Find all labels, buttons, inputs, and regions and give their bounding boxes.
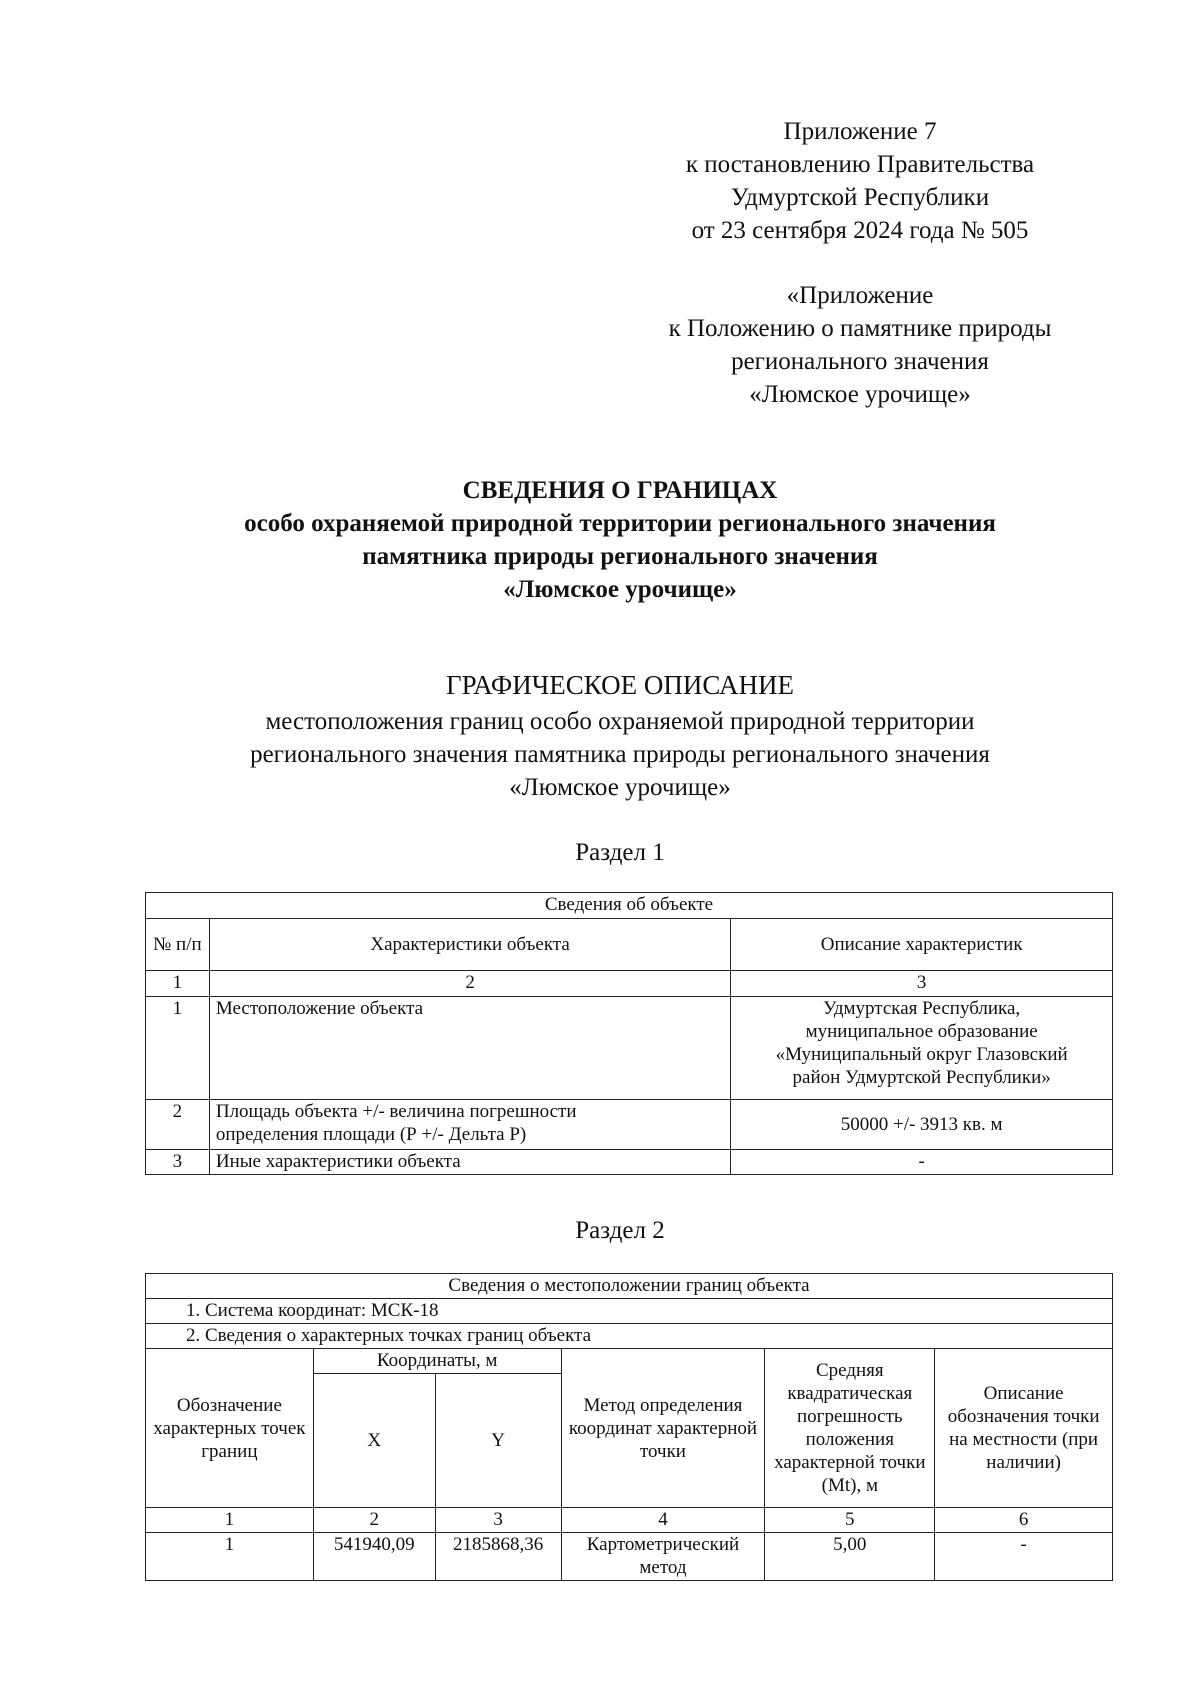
column-number: 6 (935, 1508, 1113, 1533)
appendix-line: Удмуртской Республики (730, 184, 990, 211)
annex-line: к Положению о памятнике природы (668, 315, 1052, 342)
column-header-y: Y (435, 1374, 561, 1508)
title-line: «Люмское урочище» (503, 576, 737, 603)
annex-line: регионального значения (731, 348, 989, 375)
appendix-line: Приложение 7 (783, 118, 937, 145)
description-line: район Удмуртской Республики» (792, 1067, 1051, 1088)
graphic-description-subtitle (100, 705, 1140, 804)
point-error: 5,00 (765, 1533, 935, 1581)
subtitle-line: регионального значения памятника природы регионального значения (250, 741, 990, 768)
column-header-description: Описание характеристик (731, 919, 1113, 971)
row-characteristic: Местоположение объекта (209, 997, 730, 1100)
row-characteristic (209, 1100, 730, 1150)
document-title (100, 474, 1140, 606)
appendix-line: от 23 сентября 2024 года № 505 (691, 217, 1029, 244)
table-row (146, 1533, 1113, 1581)
characteristic-line: Площадь объекта +/- величина погрешности (215, 1101, 577, 1122)
graphic-description-title: ГРАФИЧЕСКОЕ ОПИСАНИЕ (445, 670, 795, 700)
table-caption: Сведения о местоположении границ объекта (146, 1274, 1113, 1299)
column-number: 5 (765, 1508, 935, 1533)
subtitle-line: «Люмское урочище» (509, 774, 731, 801)
table-row (146, 997, 1113, 1100)
section2-heading: Раздел 2 (575, 1217, 665, 1244)
table-caption: Сведения об объекте (146, 893, 1113, 919)
title-line: СВЕДЕНИЯ О ГРАНИЦАХ (462, 477, 778, 504)
title-line: памятника природы регионального значения (362, 543, 878, 570)
subtitle-line: местоположения границ особо охраняемой природной территории (265, 708, 975, 735)
annex-line: «Люмское урочище» (749, 381, 971, 408)
row-description (731, 997, 1113, 1100)
description-line: «Муниципальный округ Глазовский (775, 1044, 1068, 1065)
column-number: 1 (146, 1508, 314, 1533)
column-number: 3 (731, 971, 1113, 997)
column-number: 2 (209, 971, 730, 997)
title-line: особо охраняемой природной территории регионального значения (244, 510, 996, 537)
column-number: 2 (313, 1508, 435, 1533)
point-description: - (935, 1533, 1113, 1581)
row-characteristic: Иные характеристики объекта (209, 1150, 730, 1175)
column-header-coordinates: Координаты, м (313, 1349, 561, 1374)
description-line: Удмуртская Республика, (823, 998, 1021, 1019)
column-header-point-description: Описание обозначения точки на местности (при наличии) (935, 1349, 1113, 1508)
column-number: 1 (146, 971, 210, 997)
column-number: 3 (435, 1508, 561, 1533)
section1-heading: Раздел 1 (575, 839, 665, 866)
row-description: - (731, 1150, 1113, 1175)
row-number: 3 (146, 1150, 210, 1175)
table-row (146, 1150, 1113, 1175)
column-header-x: X (313, 1374, 435, 1508)
column-header-no: № п/п (146, 919, 210, 971)
boundary-points-table (145, 1273, 1113, 1581)
annex-line: «Приложение (786, 282, 934, 309)
coordinate-system: 1. Система координат: МСК-18 (146, 1299, 1113, 1324)
appendix-line: к постановлению Правительства (685, 151, 1035, 178)
row-description: 50000 +/- 3913 кв. м (731, 1100, 1113, 1150)
annex-header (600, 279, 1120, 411)
characteristic-line: определения площади (Р +/- Дельта Р) (215, 1124, 527, 1145)
column-header-designation: Обозначение характерных точек границ (146, 1349, 314, 1508)
column-number: 4 (561, 1508, 765, 1533)
table-row (146, 1100, 1113, 1150)
points-caption: 2. Сведения о характерных точках границ объекта (146, 1324, 1113, 1349)
appendix-header (600, 115, 1120, 247)
point-designation: 1 (146, 1533, 314, 1581)
point-method: Картометрический метод (561, 1533, 765, 1581)
description-line: муниципальное образование (805, 1021, 1038, 1042)
object-info-table (145, 892, 1113, 1175)
point-y: 2185868,36 (435, 1533, 561, 1581)
row-number: 1 (146, 997, 210, 1100)
row-number: 2 (146, 1100, 210, 1150)
point-x: 541940,09 (313, 1533, 435, 1581)
column-header-method: Метод определения координат характерной точки (561, 1349, 765, 1508)
column-header-characteristic: Характеристики объекта (209, 919, 730, 971)
column-header-error: Средняя квадратическая погрешность положения характерной точки (Mt), м (765, 1349, 935, 1508)
